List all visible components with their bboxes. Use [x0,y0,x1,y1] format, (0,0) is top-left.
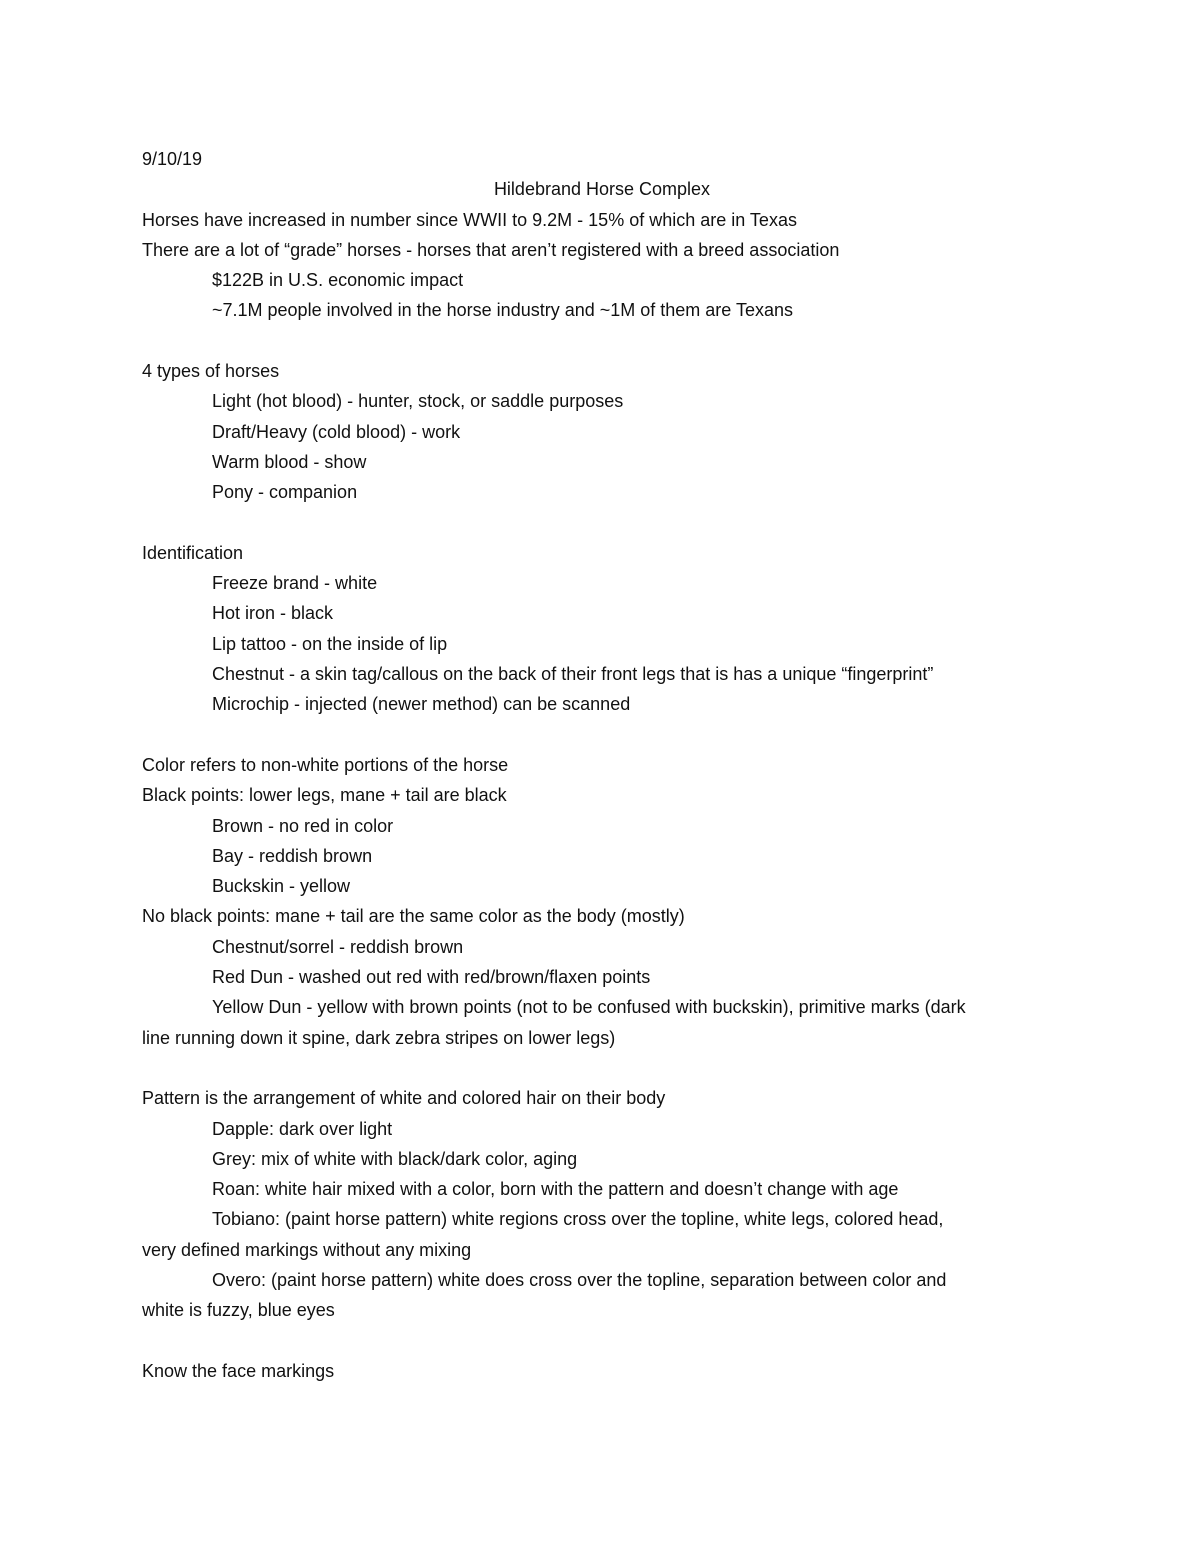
list-item: Buckskin - yellow [212,876,351,897]
blank-line [142,720,1062,750]
subheading-black-points: Black points: lower legs, mane + tail are black [142,785,507,806]
section-heading-pattern: Pattern is the arrangement of white and colored hair on their body [142,1088,666,1109]
blank-line [142,508,1062,538]
list-item-tobiano: Tobiano: (paint horse pattern) white regions cross over the topline, white legs, colored head, [212,1209,944,1230]
list-item-yellow-dun: Yellow Dun - yellow with brown points (not to be confused with buckskin), primitive marks (dark [212,997,966,1018]
closing-note: Know the face markings [142,1360,335,1381]
list-item: Freeze brand - white [212,573,378,594]
list-item: Microchip - injected (newer method) can be scanned [212,694,631,715]
list-item: Lip tattoo - on the inside of lip [212,633,448,654]
list-item: Warm blood - show [212,451,367,472]
list-item: Roan: white hair mixed with a color, born with the pattern and doesn’t change with age [212,1179,899,1200]
list-item-yellow-dun-continued: line running down it spine, dark zebra stripes on lower legs) [142,1027,616,1048]
blank-line [142,326,1062,356]
list-item-overo-continued: white is fuzzy, blue eyes [142,1300,335,1321]
list-item: Grey: mix of white with black/dark color, aging [212,1148,578,1169]
intro-line: Horses have increased in number since WWII to 9.2M - 15% of which are in Texas [142,209,797,230]
document-body [142,144,1062,1386]
intro-subline: $122B in U.S. economic impact [212,270,464,291]
section-heading-types: 4 types of horses [142,361,280,382]
list-item: Dapple: dark over light [212,1118,393,1139]
section-heading-color: Color refers to non-white portions of the horse [142,754,509,775]
document-title: Hildebrand Horse Complex [493,179,711,200]
list-item-overo: Overo: (paint horse pattern) white does cross over the topline, separation between color and [212,1269,947,1290]
list-item-tobiano-continued: very defined markings without any mixing [142,1239,472,1260]
list-item: Bay - reddish brown [212,845,373,866]
list-item: Light (hot blood) - hunter, stock, or saddle purposes [212,391,624,412]
list-item: Pony - companion [212,482,358,503]
list-item: Chestnut/sorrel - reddish brown [212,936,464,957]
list-item: Brown - no red in color [212,815,394,836]
date: 9/10/19 [142,149,203,169]
blank-line [142,1326,1062,1356]
list-item: Draft/Heavy (cold blood) - work [212,421,461,442]
intro-line: There are a lot of “grade” horses - horses that aren’t registered with a breed association [142,239,840,260]
intro-subline: ~7.1M people involved in the horse industry and ~1M of them are Texans [212,300,794,321]
list-item: Chestnut - a skin tag/callous on the back of their front legs that is has a unique “fingerprint” [212,664,934,685]
blank-line [142,1053,1062,1083]
section-heading-identification: Identification [142,542,244,563]
list-item: Hot iron - black [212,603,334,624]
subheading-no-black-points: No black points: mane + tail are the same color as the body (mostly) [142,906,685,927]
list-item: Red Dun - washed out red with red/brown/flaxen points [212,967,651,988]
